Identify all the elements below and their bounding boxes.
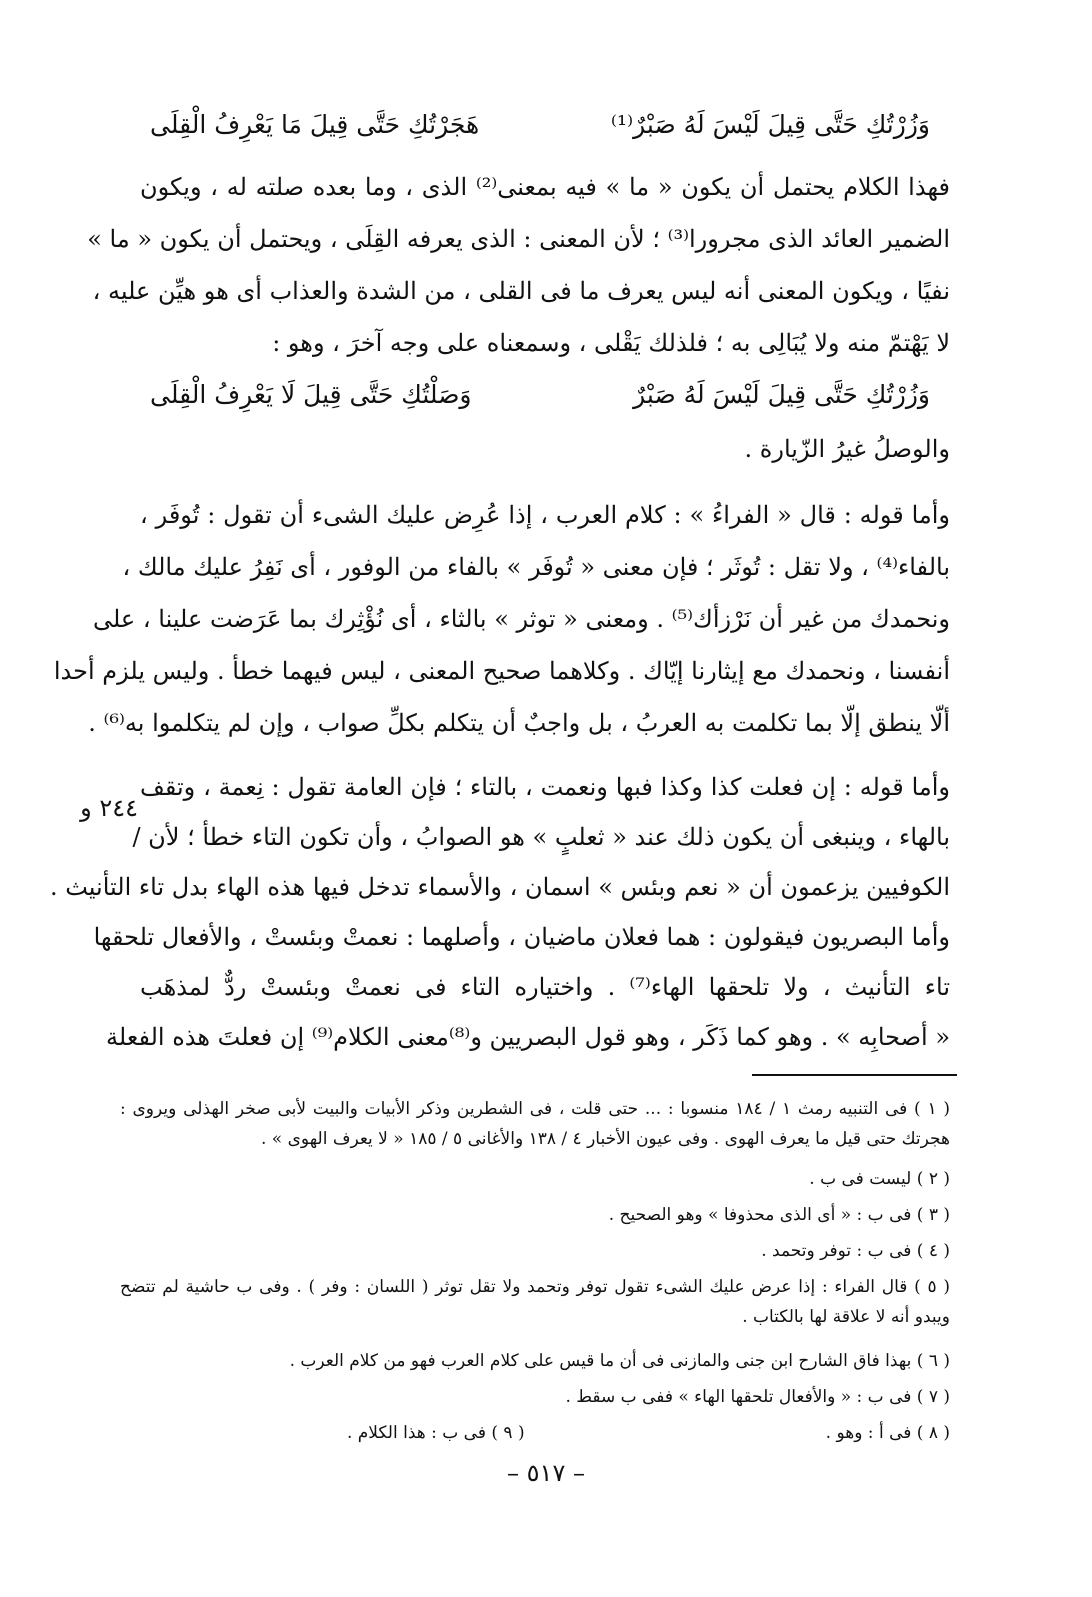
paragraph-1-line-1: فهذا الكلام يحتمل أن يكون « ما » فيه بمعنى⁽²⁾ الذى ، وما بعده صلته له ، ويكون bbox=[140, 173, 950, 201]
verse-1 bbox=[150, 100, 930, 150]
footnote-5-line-1: ( ٥ ) قال الفراء : إذا عرض عليك الشىء تقول توفر وتحمد ولا تقل توثر ( اللسان : وفر ) . وفى ب حاشية لم تتضح bbox=[120, 1277, 950, 1297]
paragraph-2-line-1: وأما قوله : قال « الفراءُ » : كلام العرب ، إذا عُرِض عليك الشىء أن تقول : تُوفَر ، bbox=[140, 501, 950, 529]
footnote-5-line-2: ويبدو أنه لا علاقة لها بالكتاب . bbox=[742, 1307, 950, 1327]
paragraph-3-line-6: « أصحابِه » . وهو كما ذَكَر ، وهو قول البصريين و⁽⁸⁾معنى الكلام⁽⁹⁾ إن فعلتَ هذه الفعلة bbox=[106, 1023, 950, 1051]
footnote-7: ( ٧ ) فى ب : « والأفعال تلحقها الهاء » ففى ب سقط . bbox=[565, 1387, 950, 1407]
paragraph-2-line-2: بالفاء⁽⁴⁾ ، ولا تقل : تُوثَر ؛ فإن معنى « تُوفَر » بالفاء من الوفور ، أى نَفِرُ عليك مالك ، bbox=[122, 553, 950, 581]
paragraph-3-line-5: تاء التأنيث ، ولا تلحقها الهاء⁽⁷⁾ . واختياره التاء فى نعمتْ وبئستْ ردٌّ لمذهَب bbox=[140, 973, 950, 1001]
after-verse-2-line: والوصلُ غيرُ الزّيارة . bbox=[744, 435, 950, 463]
paragraph-1-line-2: الضمير العائد الذى مجرورا⁽³⁾ ؛ لأن المعنى : الذى يعرفه القِلَى ، ويحتمل أن يكون « ما » bbox=[87, 225, 950, 253]
verse-1-hemistich-left: وَزُرْتُكِ حَتَّى قِيلَ لَيْسَ لَهُ صَبْرٌ⁽¹⁾ bbox=[610, 110, 930, 139]
footnote-3: ( ٣ ) فى ب : « أى الذى محذوفا » وهو الصحيح . bbox=[608, 1205, 950, 1225]
margin-folio-note: ٢٤٤ و bbox=[80, 794, 138, 822]
paragraph-2-line-4: أنفسنا ، ونحمدك مع إيثارنا إيّاك . وكلاهما صحيح المعنى ، ليس فيهما خطأ . وليس يلزم أحدا bbox=[53, 657, 950, 685]
paragraph-3-line-2: بالهاء ، وينبغى أن يكون ذلك عند « ثعلبٍ » هو الصوابُ ، وأن تكون التاء خطأ ؛ لأن / bbox=[132, 823, 950, 851]
footnote-9: ( ٩ ) فى ب : هذا الكلام . bbox=[346, 1423, 525, 1443]
paragraph-1-line-4: لا يَهْتمّ منه ولا يُبَالِى به ؛ فلذلك يَقْلى ، وسمعناه على وجه آخرَ ، وهو : bbox=[272, 329, 950, 357]
footnotes-8-9 bbox=[120, 1418, 950, 1448]
footnote-1-line-1: ( ١ ) فى التنبيه رمث ١ / ١٨٤ منسوبا : ... حتى قلت ، فى الشطرين وذكر الأبيات والبيت لأبى صخر الهذلى ويروى : bbox=[120, 1099, 950, 1119]
footnote-4: ( ٤ ) فى ب : توفر وتحمد . bbox=[761, 1241, 950, 1261]
page-number: – ٥١٧ – bbox=[507, 1459, 585, 1487]
paragraph-2-line-5: ألّا ينطق إلّا بما تكلمت به العربُ ، بل واجبٌ أن يتكلم بكلِّ صواب ، وإن لم يتكلموا به⁽⁶⁾ . bbox=[88, 709, 950, 737]
verse-2-hemistich-right: وَصَلْتُكِ حَتَّى قِيلَ لَا يَعْرِفُ الْقِلَى bbox=[150, 380, 472, 409]
paragraph-3-line-3: الكوفيين يزعمون أن « نعم وبئس » اسمان ، والأسماء تدخل فيها هذه الهاء بدل تاء التأنيث . bbox=[49, 873, 950, 901]
paragraph-1-line-3: نفيًا ، ويكون المعنى أنه ليس يعرف ما فى القلى ، من الشدة والعذاب أى هو هيِّن عليه ، bbox=[92, 277, 950, 305]
footnote-8: ( ٨ ) فى أ : وهو . bbox=[825, 1423, 950, 1443]
footnote-2: ( ٢ ) ليست فى ب . bbox=[809, 1169, 950, 1189]
verse-1-hemistich-right: هَجَرْتُكِ حَتَّى قِيلَ مَا يَعْرِفُ الْقِلَى bbox=[150, 110, 480, 139]
paragraph-3-line-4: وأما البصريون فيقولون : هما فعلان ماضيان ، وأصلهما : نعمتْ وبئستْ ، والأفعال تلحقها bbox=[93, 923, 950, 951]
footnote-1-line-2: هجرتك حتى قيل ما يعرف الهوى . وفى عيون الأخبار ٤ / ١٣٨ والأغانى ٥ / ١٨٥ « لا يعرف الهوى » . bbox=[261, 1129, 950, 1149]
paragraph-3-line-1: وأما قوله : إن فعلت كذا وكذا فبها ونعمت ، بالتاء ؛ فإن العامة تقول : نِعمة ، وتقف bbox=[140, 773, 950, 801]
footnote-6: ( ٦ ) بهذا فاق الشارح ابن جنى والمازنى فى أن ما قيس على كلام العرب فهو من كلام العرب . bbox=[289, 1351, 950, 1371]
paragraph-2-line-3: ونحمدك من غير أن نَرْزأك⁽⁵⁾ . ومعنى « توثر » بالثاء ، أى نُؤْثِرك بما عَرَضت علينا ، على bbox=[92, 605, 950, 633]
footnote-separator bbox=[752, 1074, 957, 1076]
verse-2 bbox=[150, 370, 930, 420]
verse-2-hemistich-left: وَزُرْتُكِ حَتَّى قِيلَ لَيْسَ لَهُ صَبْرٌ bbox=[633, 380, 930, 409]
